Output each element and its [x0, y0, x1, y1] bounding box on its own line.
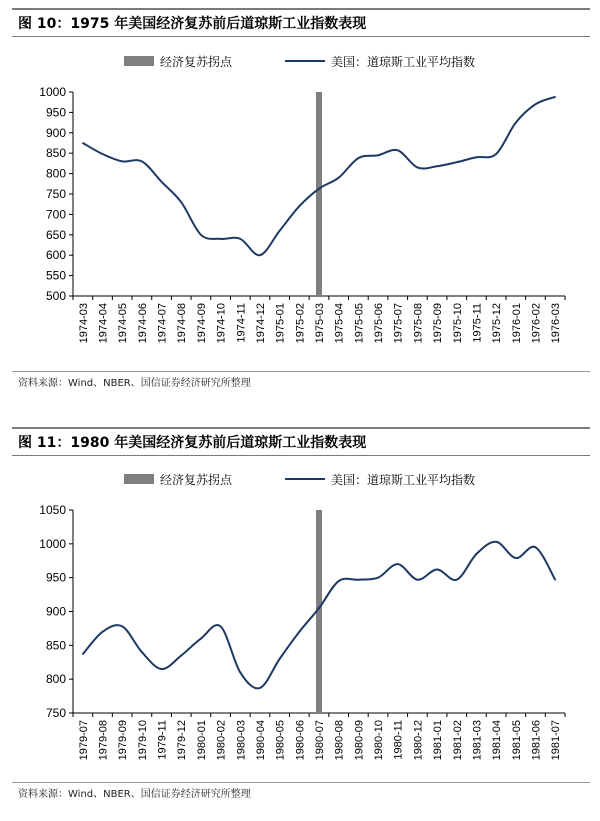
x-tick-label: 1979-07	[77, 720, 90, 761]
x-tick-label: 1980-05	[274, 720, 287, 761]
x-tick-label: 1980-09	[353, 720, 366, 761]
data-point	[318, 607, 320, 609]
data-point	[299, 631, 301, 633]
y-tick-label: 1000	[39, 85, 66, 99]
y-tick-label: 900	[45, 125, 66, 140]
data-point	[259, 687, 261, 689]
x-tick-label: 1980-03	[235, 720, 248, 761]
data-point	[161, 668, 163, 670]
data-point	[515, 557, 517, 559]
data-point	[358, 579, 360, 581]
data-point	[417, 167, 419, 169]
data-point	[338, 580, 340, 582]
x-tick-label: 1975-01	[274, 303, 287, 344]
x-tick-label: 1981-01	[432, 720, 445, 761]
y-tick-label: 950	[45, 105, 66, 120]
x-tick-label: 1974-11	[235, 303, 248, 343]
x-tick-label: 1980-10	[373, 720, 386, 761]
x-tick-label: 1980-06	[294, 720, 307, 761]
x-tick-label: 1975-02	[294, 303, 307, 344]
x-tick-label: 1976-01	[510, 303, 523, 344]
data-point	[141, 651, 143, 653]
data-point	[397, 150, 399, 152]
data-point	[338, 177, 340, 179]
data-point	[259, 254, 261, 256]
x-tick-label: 1981-04	[491, 720, 504, 761]
data-point	[554, 96, 556, 98]
legend	[124, 54, 475, 69]
data-point	[456, 161, 458, 163]
legend-line-label: 美国：道琼斯工业平均指数	[331, 55, 476, 69]
x-tick-label: 1979-12	[176, 720, 189, 761]
x-tick-label: 1975-12	[491, 303, 504, 344]
data-point	[121, 626, 123, 628]
source-note: 资料来源：Wind、NBER、国信证券经济研究所整理	[18, 378, 251, 389]
x-tick-label: 1975-10	[451, 303, 464, 344]
data-point	[476, 156, 478, 158]
x-tick-label: 1974-07	[156, 303, 169, 344]
y-tick-label: 500	[45, 289, 66, 303]
x-tick-label: 1980-07	[314, 720, 326, 761]
data-point	[377, 577, 379, 579]
data-point	[239, 672, 241, 674]
legend-marker-swatch	[124, 474, 154, 484]
x-tick-label: 1974-03	[77, 303, 90, 344]
data-point	[220, 626, 222, 628]
chart-panel-2	[0, 410, 600, 821]
y-tick-label: 800	[45, 672, 66, 687]
x-tick-label: 1975-05	[353, 303, 366, 344]
x-tick-label: 1974-09	[195, 303, 208, 344]
line-chart-1980	[0, 455, 600, 785]
data-point	[239, 238, 241, 240]
x-tick-label: 1981-07	[550, 720, 563, 761]
chart-title	[18, 13, 366, 33]
data-point	[535, 103, 537, 105]
legend-marker-label: 经济复苏拐点	[160, 55, 233, 69]
y-tick-label: 1050	[39, 503, 66, 517]
y-tick-label: 700	[45, 207, 66, 222]
data-point	[299, 205, 301, 207]
data-point	[161, 181, 163, 183]
data-point	[279, 230, 281, 232]
chart-title-bar	[12, 8, 590, 37]
divider	[12, 371, 590, 372]
data-point	[279, 658, 281, 660]
figure-label: 图 11：	[18, 435, 71, 451]
data-point	[102, 153, 104, 155]
x-tick-label: 1981-05	[510, 720, 523, 761]
data-point	[495, 153, 497, 155]
x-tick-label: 1974-08	[176, 303, 189, 344]
y-tick-label: 750	[45, 187, 66, 201]
x-tick-label: 1975-03	[314, 303, 326, 344]
data-point	[417, 579, 419, 581]
data-point	[397, 563, 399, 565]
source-note: 资料来源：Wind、NBER、国信证券经济研究所整理	[18, 789, 251, 800]
x-tick-label: 1974-04	[97, 303, 110, 344]
x-tick-label: 1974-10	[215, 303, 228, 344]
chart-title-bar	[12, 427, 590, 456]
x-tick-label: 1974-12	[254, 303, 267, 344]
x-tick-label: 1976-02	[530, 303, 543, 344]
data-point	[121, 161, 123, 163]
data-point	[318, 188, 320, 190]
y-tick-label: 1000	[39, 536, 66, 551]
data-point	[180, 655, 182, 657]
data-point	[180, 201, 182, 203]
y-tick-label: 650	[45, 227, 66, 242]
x-tick-label: 1975-07	[392, 303, 405, 344]
data-point	[200, 234, 202, 236]
x-tick-label: 1980-12	[412, 720, 425, 761]
x-tick-label: 1980-01	[195, 720, 208, 761]
data-point	[82, 653, 84, 655]
x-tick-label: 1981-06	[530, 720, 543, 761]
x-tick-label: 1980-08	[333, 720, 346, 761]
data-point	[515, 122, 517, 124]
x-tick-label: 1974-05	[117, 303, 130, 344]
y-tick-label: 850	[45, 146, 66, 161]
y-tick-label: 900	[45, 604, 66, 619]
x-tick-label: 1981-02	[451, 720, 464, 761]
data-point	[358, 157, 360, 159]
chart-panel-1	[0, 0, 600, 410]
legend-marker-label: 经济复苏拐点	[160, 473, 233, 487]
y-tick-label: 950	[45, 570, 66, 585]
y-tick-label: 550	[45, 268, 66, 283]
chart-title-text: 1975 年美国经济复苏前后道琼斯工业指数表现	[70, 16, 367, 32]
data-point	[436, 569, 438, 571]
chart-title	[18, 432, 366, 452]
line-chart-1975	[0, 45, 600, 375]
recovery-marker-bar	[316, 92, 322, 296]
x-tick-label: 1981-03	[471, 720, 484, 761]
figure-label: 图 10：	[18, 16, 71, 32]
x-tick-label: 1979-11	[156, 720, 169, 760]
data-point	[554, 579, 556, 581]
x-tick-label: 1980-11	[392, 720, 405, 760]
x-tick-label: 1974-06	[136, 303, 149, 344]
x-tick-label: 1979-09	[117, 720, 130, 761]
x-tick-label: 1979-10	[136, 720, 149, 761]
x-tick-label: 1975-09	[432, 303, 445, 344]
data-point	[82, 142, 84, 144]
x-tick-label: 1976-03	[550, 303, 563, 344]
divider	[12, 782, 590, 783]
x-tick-label: 1975-08	[412, 303, 425, 344]
x-tick-label: 1975-04	[333, 303, 346, 344]
x-tick-label: 1980-04	[254, 720, 267, 761]
data-point	[141, 161, 143, 163]
data-point	[200, 638, 202, 640]
legend-line-label: 美国：道琼斯工业平均指数	[331, 473, 476, 487]
data-point	[535, 546, 537, 548]
x-tick-label: 1979-08	[97, 720, 110, 761]
x-tick-label: 1980-02	[215, 720, 228, 761]
data-point	[456, 579, 458, 581]
legend-marker-swatch	[124, 56, 154, 66]
y-tick-label: 850	[45, 638, 66, 653]
data-point	[220, 238, 222, 240]
data-point	[102, 631, 104, 633]
data-point	[436, 165, 438, 167]
x-tick-label: 1975-11	[471, 303, 484, 343]
data-point	[377, 154, 379, 156]
x-tick-label: 1975-06	[373, 303, 386, 344]
data-point	[495, 541, 497, 543]
y-tick-label: 750	[45, 706, 66, 720]
chart-title-text: 1980 年美国经济复苏前后道琼斯工业指数表现	[70, 435, 367, 451]
y-tick-label: 600	[45, 248, 66, 263]
data-point	[476, 553, 478, 555]
legend	[124, 472, 475, 487]
y-tick-label: 800	[45, 166, 66, 181]
